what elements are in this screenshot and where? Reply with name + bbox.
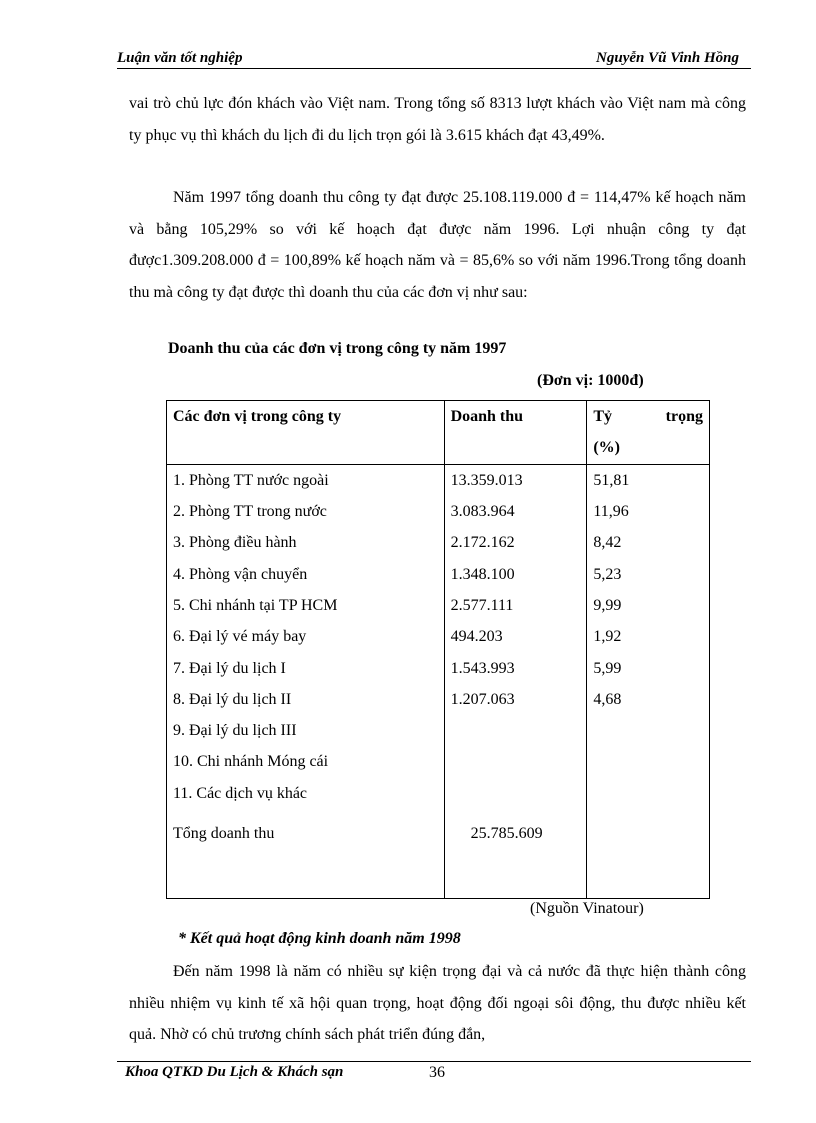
table-row — [167, 715, 710, 746]
header-author-name: Nguyễn Vũ Vinh Hồng — [596, 50, 739, 66]
header-ratio-word2: trọng — [665, 408, 703, 425]
row-unit-name: 4. Phòng vận chuyển — [167, 559, 445, 590]
table-blank-row — [167, 860, 710, 899]
total-label: Tổng doanh thu — [167, 809, 445, 860]
row-unit-name: 1. Phòng TT nước ngoài — [167, 464, 445, 496]
header-thesis-label: Luận văn tốt nghiệp — [117, 50, 243, 66]
row-revenue — [444, 778, 587, 809]
row-ratio: 4,68 — [587, 684, 710, 715]
row-unit-name: 10. Chi nhánh Móng cái — [167, 746, 445, 777]
paragraph-intro: vai trò chủ lực đón khách vào Việt nam. Trong tổng số 8313 lượt khách vào Việt nam mà công ty phục vụ thì khách du lịch đi du lịch trọn gói là 3.615 khách đạt 43,49%. — [129, 95, 746, 144]
total-value: 25.785.609 — [470, 825, 543, 843]
row-unit-name: 7. Đại lý du lịch I — [167, 653, 445, 684]
page-number: 36 — [429, 1064, 445, 1081]
row-unit-name: 3. Phòng điều hành — [167, 527, 445, 558]
table-row — [167, 464, 710, 496]
row-ratio — [587, 715, 710, 746]
header-revenue-col: Doanh thu — [444, 401, 587, 465]
table-row — [167, 684, 710, 715]
row-ratio — [587, 746, 710, 777]
paragraph-1997-revenue: Năm 1997 tổng doanh thu công ty đạt được 25.108.119.000 đ = 114,47% kế hoạch năm và bằng 105,29% so với kế hoạch đạt được năm 1996. Lợi nhuận công ty đạt được1.309.208.000 đ = 100,89% kế hoạch năm và = 85,6% so với năm 1996.Trong tổng doanh thu mà công ty đạt được thì doanh thu của các đơn vị như sau: — [129, 189, 746, 301]
row-unit-name: 8. Đại lý du lịch II — [167, 684, 445, 715]
row-ratio: 5,23 — [587, 559, 710, 590]
row-revenue — [444, 746, 587, 777]
table-total-row — [167, 809, 710, 860]
header-unit-col: Các đơn vị trong công ty — [167, 401, 445, 465]
total-value-cell — [444, 809, 587, 860]
table-row — [167, 527, 710, 558]
row-revenue: 13.359.013 — [444, 464, 587, 496]
table-row — [167, 621, 710, 652]
header-ratio-pct: (%) — [593, 439, 620, 456]
row-ratio: 1,92 — [587, 621, 710, 652]
row-ratio: 8,42 — [587, 527, 710, 558]
row-revenue: 1.207.063 — [444, 684, 587, 715]
table-row — [167, 590, 710, 621]
row-unit-name: 9. Đại lý du lịch III — [167, 715, 445, 746]
row-revenue: 1.543.993 — [444, 653, 587, 684]
row-unit-name: 2. Phòng TT trong nước — [167, 496, 445, 527]
section-heading-1998: * Kết quả hoạt động kinh doanh năm 1998 — [178, 930, 461, 947]
table-header-row — [167, 401, 710, 465]
row-ratio: 5,99 — [587, 653, 710, 684]
row-ratio: 11,96 — [587, 496, 710, 527]
table-row — [167, 496, 710, 527]
table-row — [167, 746, 710, 777]
row-revenue: 494.203 — [444, 621, 587, 652]
row-unit-name: 5. Chi nhánh tại TP HCM — [167, 590, 445, 621]
row-unit-name: 11. Các dịch vụ khác — [167, 778, 445, 809]
row-unit-name: 6. Đại lý vé máy bay — [167, 621, 445, 652]
header-ratio-word1: Tỷ — [593, 408, 612, 425]
total-ratio — [587, 809, 710, 860]
page-footer — [117, 1061, 751, 1082]
table-row — [167, 778, 710, 809]
row-ratio: 9,99 — [587, 590, 710, 621]
row-ratio: 51,81 — [587, 464, 710, 496]
row-revenue: 3.083.964 — [444, 496, 587, 527]
table-unit-note: (Đơn vị: 1000đ) — [537, 372, 644, 389]
table-title: Doanh thu của các đơn vị trong công ty năm 1997 — [168, 340, 507, 357]
revenue-table — [166, 400, 710, 899]
header-ratio-col — [587, 401, 710, 465]
row-revenue: 2.172.162 — [444, 527, 587, 558]
row-ratio — [587, 778, 710, 809]
page-header — [117, 48, 751, 69]
row-revenue: 1.348.100 — [444, 559, 587, 590]
row-revenue — [444, 715, 587, 746]
paragraph-1998: Đến năm 1998 là năm có nhiều sự kiện trọng đại và cả nước đã thực hiện thành công nhiều nhiệm vụ kinh tế xã hội quan trọng, hoạt động đối ngoại sôi động, thu được nhiều kết quả. Nhờ có chủ trương chính sách phát triển đúng đắn, — [129, 963, 746, 1043]
table-source: (Nguồn Vinatour) — [530, 900, 644, 917]
footer-faculty-label: Khoa QTKD Du Lịch & Khách sạn — [125, 1064, 344, 1080]
table-row — [167, 653, 710, 684]
table-row — [167, 559, 710, 590]
row-revenue: 2.577.111 — [444, 590, 587, 621]
